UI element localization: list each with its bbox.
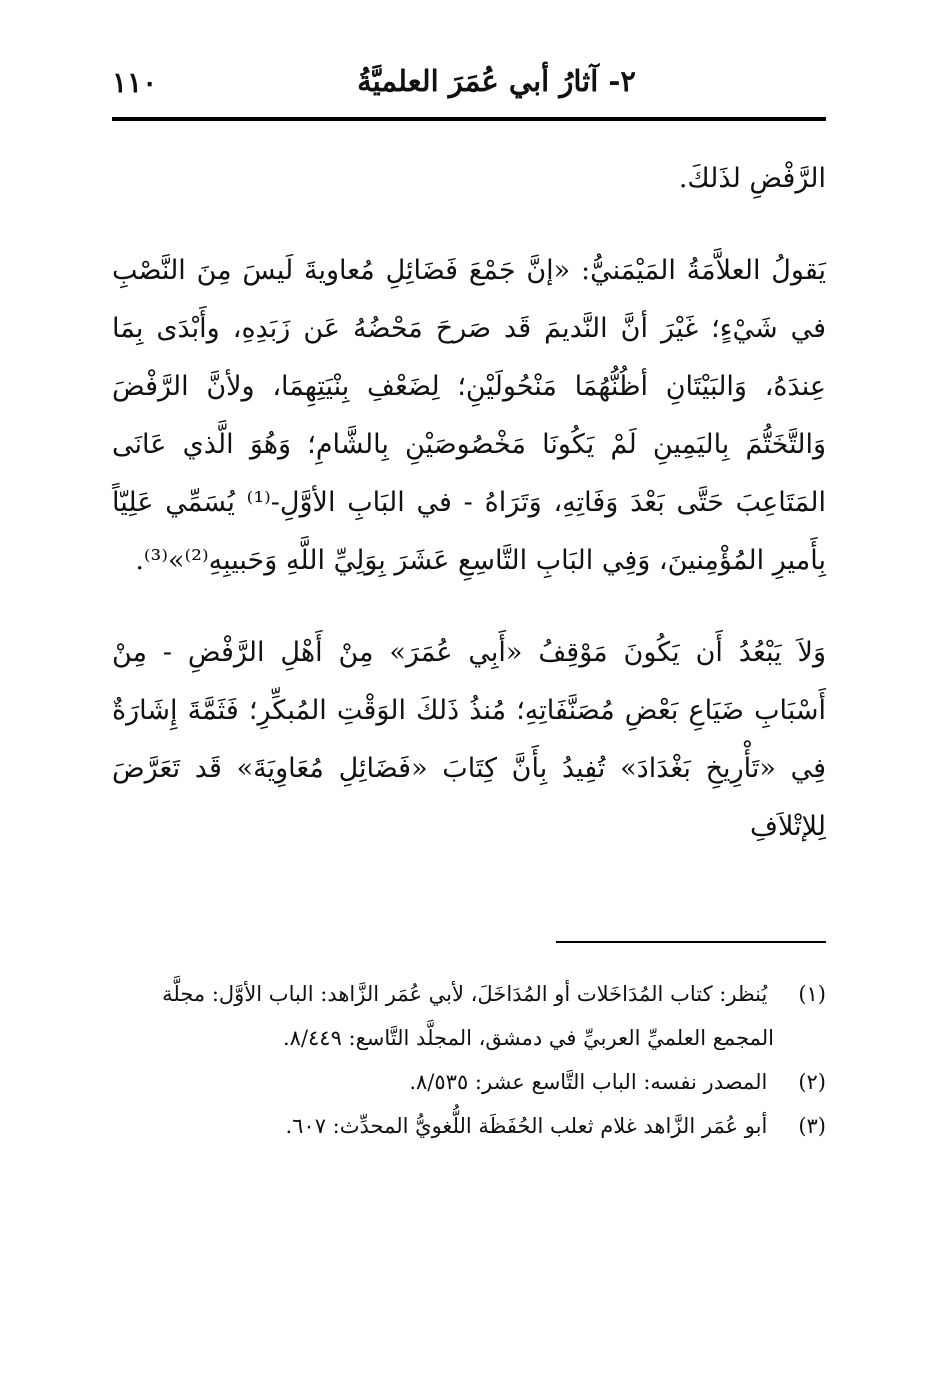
footnote-1-continuation: المجمع العلميِّ العربيِّ في دمشق، المجلَّد التَّاسع: ٨/٤٤٩. (282, 1026, 774, 1050)
page-number: ١١٠ (112, 66, 158, 99)
chapter-title: ٢- آثارُ أبي عُمَرَ العلميَّةُ (357, 64, 636, 98)
footnote-text: أبو عُمَر الزَّاهد غلام ثعلب الحُفَظَة اللُّغويُّ المحدِّث: ٦٠٧. (285, 1114, 768, 1138)
footnotes (112, 972, 826, 1148)
footnote-number: (١) (798, 982, 826, 1006)
footnote-text: يُنظر: كتاب المُدَاخَلات أو المُدَاخَلَ، لأبي عُمَر الزَّاهد: الباب الأوَّل: مجلَّة (162, 982, 768, 1006)
header-rule (112, 117, 826, 121)
footnote-number: (٣) (798, 1114, 826, 1138)
footnote-separator (556, 941, 826, 943)
paragraph-3: وَلاَ يَبْعُدُ أَن يَكُونَ مَوْقِفُ «أَبِي عُمَرَ» مِنْ أَهْلِ الرَّفْضِ - مِنْ أَسْبَابِ ضَيَاعِ بَعْضِ مُصَنَّفَاتِهِ؛ مُنذُ ذَلكَ الوَقْتِ المُبكِّرِ؛ فَثَمَّةَ إِشَارَةٌ فِي «تَأْرِيخِ بَغْدَادَ» تُفِيدُ بِأَنَّ كِتَابَ «فَضَائِلِ مُعَاوِيَةَ» قَد تَعَرَّضَ لِلإتْلاَفِ (112, 637, 826, 842)
footnote-text: المصدر نفسه: الباب التَّاسع عشر: ٨/٥٣٥. (409, 1070, 768, 1094)
paragraph-2: يَقولُ العلاَّمَةُ المَيْمَنيُّ: «إنَّ جَمْعَ فَضَائِلِ مُعاويةَ لَيسَ مِنَ النَّصْبِ في شَيْءٍ؛ غَيْرَ أنَّ النَّديمَ قَد صَرحَ مَحْضُهُ عَن زَبَدِهِ، وأَبْدَى بِمَا عِندَهُ، وَالبَيْتَانِ أظُنُّهُمَا مَنْحُولَيْنِ؛ لِضَعْفِ بِنْيَتِهِمَا، ولأنَّ الرَّفْضَ وَالتَّخَتُّمَ بِاليَمِينِ لَمْ يَكُونَا مَخْصُوصَيْنِ بِالشَّامِ؛ وَهُوَ الَّذي عَانَى المَتَاعِبَ حَتَّى بَعْدَ وَفَاتِهِ، وَتَرَاهُ - في البَابِ الأوَّلِ-⁽¹⁾ يُسَمِّي عَلِيّاً بِأَميرِ المُؤْمِنينَ، وَفِي البَابِ التَّاسِعِ عَشَرَ بِوَلِيِّ اللَّهِ وَحَبيبِهِ⁽²⁾»⁽³⁾. (112, 255, 827, 576)
running-header (112, 60, 826, 116)
footnote-3 (112, 1104, 826, 1148)
paragraph-1: الرَّفْضِ لذَلكَ. (678, 163, 826, 194)
main-text (112, 150, 826, 856)
footnote-2 (112, 1060, 826, 1104)
footnote-number: (٢) (798, 1070, 826, 1094)
footnote-1 (112, 972, 826, 1016)
